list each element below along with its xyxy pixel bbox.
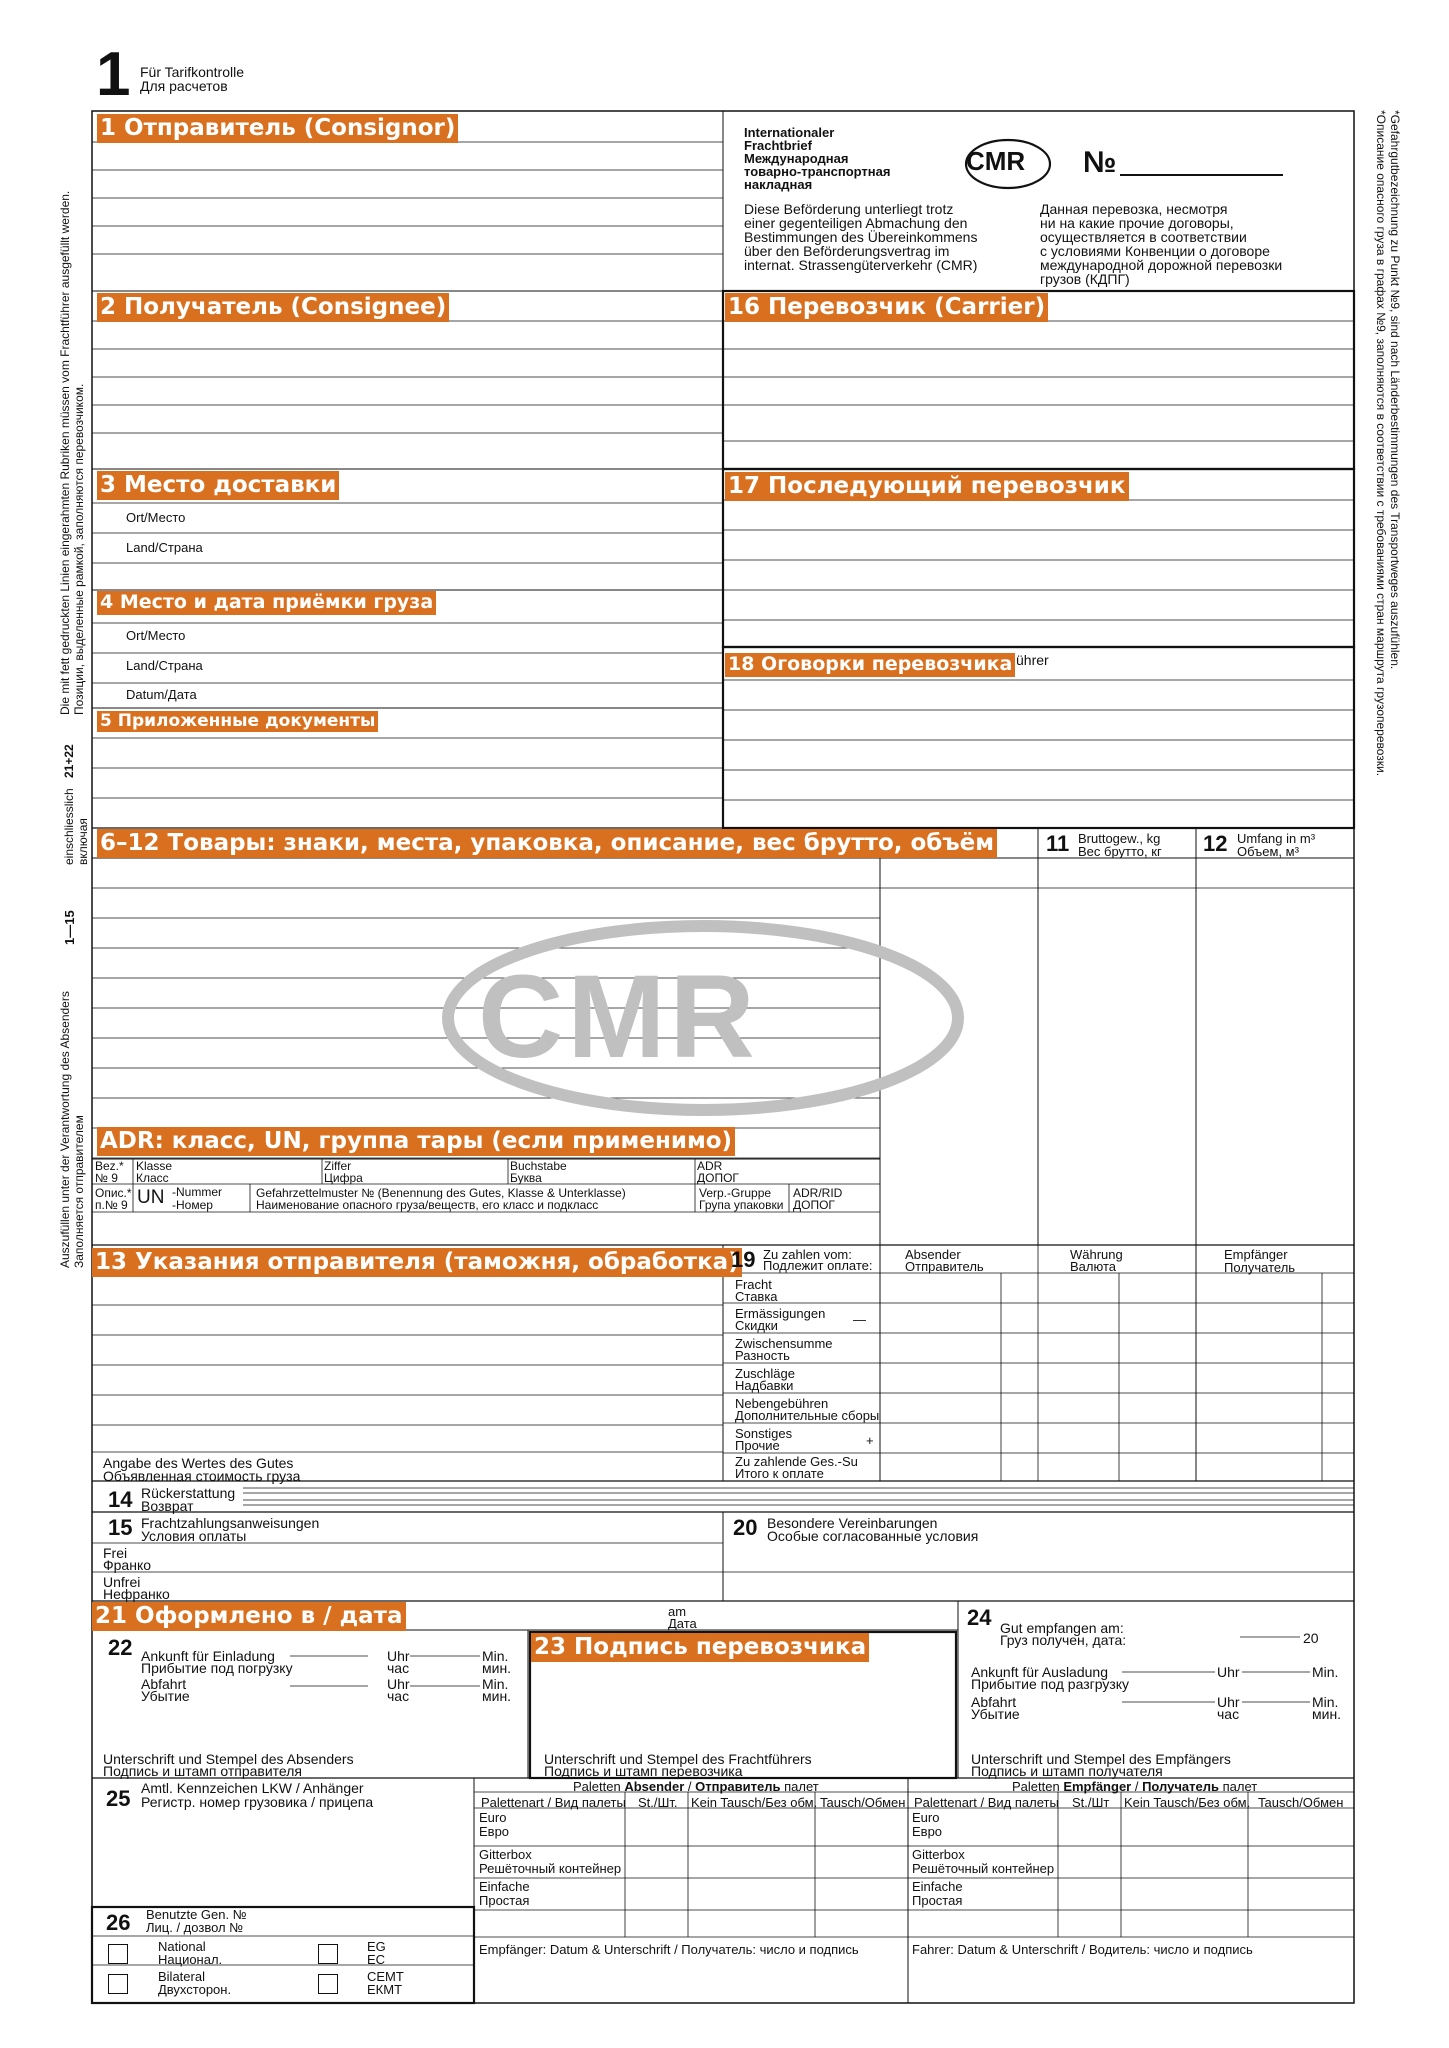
cemt-de: CEMT: [367, 1969, 404, 1984]
pallets-recipient-title: Paletten Empfänger / Получатель палет: [1012, 1779, 1258, 1794]
box-26-number: 26: [106, 1910, 131, 1935]
adr-nomer: -Номер: [172, 1198, 213, 1212]
col-currency-de: Währung: [1070, 1247, 1123, 1262]
takeover-country-field[interactable]: Land/Страна: [126, 658, 203, 673]
departure-unloading-de: Abfahrt: [971, 1694, 1017, 1710]
side-sender-ru: Заполняется отправителем: [72, 1115, 86, 1268]
gross-weight-label-ru: Вес брутто, кг: [1078, 844, 1162, 859]
bilateral-de: Bilateral: [158, 1969, 205, 1984]
goods-received-ru: Груз получен, дата:: [1000, 1632, 1127, 1648]
payment-instructions-ru: Условия оплаты: [141, 1528, 247, 1544]
pallets-recipient-sign: Empfänger: Datum & Unterschrift / Получатель: число и подпись: [479, 1942, 859, 1957]
gross-weight-label-de: Bruttogew., kg: [1078, 831, 1161, 846]
adr-packing-ru: Група упаковки: [699, 1198, 784, 1212]
takeover-place-field[interactable]: Ort/Место: [126, 628, 186, 643]
cmr-badge: CMR: [966, 146, 1026, 176]
col-sender-ru: Отправитель: [905, 1259, 984, 1274]
frei-de[interactable]: Frei: [103, 1545, 128, 1561]
col-currency-ru: Валюта: [1070, 1259, 1116, 1274]
vehicle-plate-de: Amtl. Kennzeichen LKW / Anhänger: [141, 1780, 364, 1796]
label-goods: 6–12 Товары: знаки, места, упаковка, описание, вес брутто, объём: [97, 829, 997, 858]
copy-purpose-de: Für Tarifkontrolle: [140, 64, 245, 80]
national-de: National: [158, 1939, 206, 1954]
box-24-number: 24: [967, 1605, 992, 1630]
carrier-fragment: ührer: [1016, 652, 1049, 668]
box-19-number: 19: [731, 1247, 756, 1272]
adr-rid: ADR/RID: [793, 1186, 843, 1200]
chas-label: час: [387, 1660, 410, 1676]
adr-hazard-de: Gefahrzettelmuster № (Benennung des Gutes, Klasse & Unterklasse): [256, 1186, 626, 1200]
copy-purpose-ru: Для расчетов: [140, 78, 228, 94]
recipient-signature-de: Unterschrift und Stempel des Empfängers: [971, 1751, 1231, 1767]
adr-bez: Bez.*: [95, 1159, 124, 1173]
side-note-right-de: *Gefahrgutbezeichnung zu Punkt №9, sind nach Länderbestimmungen des Transportweges auszufühlen.: [1388, 110, 1402, 670]
volume-label-de: Umfang in m³: [1237, 831, 1316, 846]
side-sender-de: Auszufüllen unter der Verantwortung des Absenders: [58, 991, 72, 1268]
declared-value-de: Angabe des Wertes des Gutes: [103, 1455, 294, 1471]
adr-dopog: ДОПОГ: [697, 1171, 739, 1185]
label-consignee: 2 Получатель (Consignee): [97, 293, 449, 322]
cemt-checkbox[interactable]: [318, 1974, 338, 1994]
eg-checkbox[interactable]: [318, 1944, 338, 1964]
special-agreements-ru: Особые согласованные условия: [767, 1528, 979, 1544]
pallets-sender-title: Paletten Absender / Отправитель палет: [573, 1779, 819, 1794]
label-takeover-place: 4 Место и дата приёмки груза: [97, 591, 436, 615]
side-note-right-ru: *Описание опасного груза в графах №9, заполняются в соответствии с требованиями стран маршрута грузоперевозки.: [1374, 110, 1388, 777]
label-delivery-place: 3 Место доставки: [97, 471, 339, 500]
label-carrier-reservations: 18 Оговорки перевозчика: [725, 653, 1015, 677]
carrier-signature-ru: Подпись и штамп перевозчика: [544, 1763, 743, 1779]
refund-ru: Возврат: [141, 1498, 194, 1514]
payment-instructions-de: Frachtzahlungsanweisungen: [141, 1515, 320, 1531]
adr-klasse: Klasse: [136, 1159, 173, 1173]
box-25-number: 25: [106, 1786, 131, 1811]
departure-loading-de: Abfahrt: [141, 1676, 187, 1692]
adr-hazard-ru: Наименование опасного груза/веществ, его класс и подкласс: [256, 1198, 599, 1212]
sender-signature-ru: Подпись и штамп отправителя: [103, 1763, 303, 1779]
col-sender-de: Absender: [905, 1247, 961, 1262]
adr-bukva: Буква: [510, 1171, 542, 1185]
payable-by-de: Zu zahlen vom:: [763, 1247, 852, 1262]
arrival-loading-ru: Прибытие под погрузку: [141, 1660, 293, 1676]
box-11-number: 11: [1046, 831, 1070, 856]
box-12-number: 12: [1203, 831, 1228, 856]
adr-cifra: Цифра: [324, 1171, 363, 1185]
box-20-number: 20: [733, 1515, 758, 1540]
arrival-unloading-ru: Прибытие под разгрузку: [971, 1676, 1130, 1692]
box-14-number: 14: [108, 1487, 133, 1512]
min-label: мин.: [482, 1688, 512, 1704]
adr-un: UN: [137, 1187, 165, 1208]
arrival-loading-de: Ankunft für Einladung: [141, 1648, 275, 1664]
unfrei-ru[interactable]: Нефранко: [103, 1586, 170, 1602]
adr-opis: Опис.*: [95, 1186, 132, 1200]
delivery-place-field[interactable]: Ort/Место: [126, 510, 186, 525]
min-label: мин.: [482, 1660, 512, 1676]
recipient-signature-ru: Подпись и штамп получателя: [971, 1763, 1163, 1779]
national-ru: Национал.: [158, 1952, 223, 1967]
payable-by-ru: Подлежит оплате:: [763, 1258, 873, 1273]
adr-ziffer: Ziffer: [324, 1159, 352, 1173]
min-label: Min.: [482, 1648, 509, 1664]
cemt-ru: ЕКМТ: [367, 1982, 403, 1997]
refund-de: Rückerstattung: [141, 1485, 236, 1501]
side-note-de: Die mit fett gedruckten Linien eingerahmten Rubriken müssen vom Frachtführer ausgefüllt werden.: [58, 190, 72, 715]
carrier-signature-de: Unterschrift und Stempel des Frachtführers: [544, 1751, 812, 1767]
uhr-label: Uhr: [387, 1648, 410, 1664]
adr-klass-ru: Класс: [136, 1171, 169, 1185]
adr-nummer: -Nummer: [172, 1185, 222, 1199]
label-documents: 5 Приложенные документы: [97, 711, 378, 732]
uhr-label: Uhr: [1217, 1694, 1240, 1710]
special-agreements-de: Besondere Vereinbarungen: [767, 1515, 938, 1531]
side-inclusive-ru: включая: [76, 818, 90, 865]
frei-ru[interactable]: Франко: [103, 1557, 152, 1573]
label-consignor: 1 Отправитель (Consignor): [97, 114, 458, 143]
delivery-country-field[interactable]: Land/Страна: [126, 540, 203, 555]
established-am: am: [668, 1604, 687, 1619]
eg-de: EG: [367, 1939, 386, 1954]
takeover-date-field[interactable]: Datum/Дата: [126, 687, 197, 702]
min-label: мин.: [1312, 1706, 1342, 1722]
min-label: Min.: [1312, 1694, 1339, 1710]
unfrei-de[interactable]: Unfrei: [103, 1574, 141, 1590]
adr-dopog-2: ДОПОГ: [793, 1198, 835, 1212]
adr-packing-de: Verp.-Gruppe: [699, 1186, 772, 1200]
year-prefix: 20: [1303, 1630, 1319, 1646]
chas-label: час: [387, 1688, 410, 1704]
box-22-number: 22: [108, 1635, 133, 1660]
national-checkbox[interactable]: [108, 1944, 128, 1964]
label-carrier-signature: 23 Подпись перевозчика: [531, 1633, 869, 1662]
side-note-ru: Позиции, выделенные рамкой, заполняются перевозчиком.: [72, 383, 86, 715]
adr-pn9: п.№ 9: [95, 1198, 128, 1212]
label-sender-instructions: 13 Указания отправителя (таможня, обработка): [92, 1248, 742, 1277]
label-established: 21 Оформлено в / дата: [92, 1602, 406, 1631]
departure-unloading-ru: Убытие: [971, 1706, 1020, 1722]
copy-number: 1: [96, 40, 131, 109]
sender-signature-de: Unterschrift und Stempel des Absenders: [103, 1751, 354, 1767]
box-15-number: 15: [108, 1515, 133, 1540]
established-date: Дата: [668, 1616, 697, 1631]
goods-received-de: Gut empfangen am:: [1000, 1620, 1124, 1636]
arrival-unloading-de: Ankunft für Ausladung: [971, 1664, 1108, 1680]
col-recipient-de: Empfänger: [1224, 1247, 1288, 1262]
adr-adr: ADR: [697, 1159, 723, 1173]
min-label: Min.: [482, 1676, 509, 1692]
col-recipient-ru: Получатель: [1224, 1260, 1296, 1275]
side-inclusive-de: einschliesslich: [62, 788, 76, 865]
eg-ru: ЕС: [367, 1952, 386, 1967]
uhr-label: Uhr: [387, 1676, 410, 1692]
side-range: 1—15: [62, 910, 77, 945]
volume-label-ru: Объем, м³: [1237, 844, 1299, 859]
bilateral-ru: Двухсторон.: [158, 1982, 232, 1997]
pallets-driver-sign: Fahrer: Datum & Unterschrift / Водитель: число и подпись: [912, 1942, 1253, 1957]
chas-label: час: [1217, 1706, 1240, 1722]
label-successive-carrier: 17 Последующий перевозчик: [725, 472, 1129, 501]
adr-n9: № 9: [95, 1171, 118, 1185]
permit-de: Benutzte Gen. №: [146, 1907, 247, 1922]
vehicle-plate-ru: Регистр. номер грузовика / прицепа: [141, 1794, 374, 1810]
min-label: Min.: [1312, 1664, 1339, 1680]
label-carrier: 16 Перевозчик (Carrier): [725, 293, 1048, 322]
watermark-text: CMR: [478, 951, 759, 1083]
bilateral-checkbox[interactable]: [108, 1974, 128, 1994]
number-label: №: [1083, 146, 1117, 179]
side-range-2: 21+22: [62, 744, 76, 778]
departure-loading-ru: Убытие: [141, 1688, 190, 1704]
adr-buchstabe: Buchstabe: [510, 1159, 567, 1173]
declared-value-ru: Объявленная стоимость груза: [103, 1468, 301, 1484]
permit-ru: Лиц. / дозвол №: [146, 1920, 244, 1935]
label-adr: ADR: класс, UN, группа тары (если применимо): [97, 1127, 735, 1156]
uhr-label: Uhr: [1217, 1664, 1240, 1680]
